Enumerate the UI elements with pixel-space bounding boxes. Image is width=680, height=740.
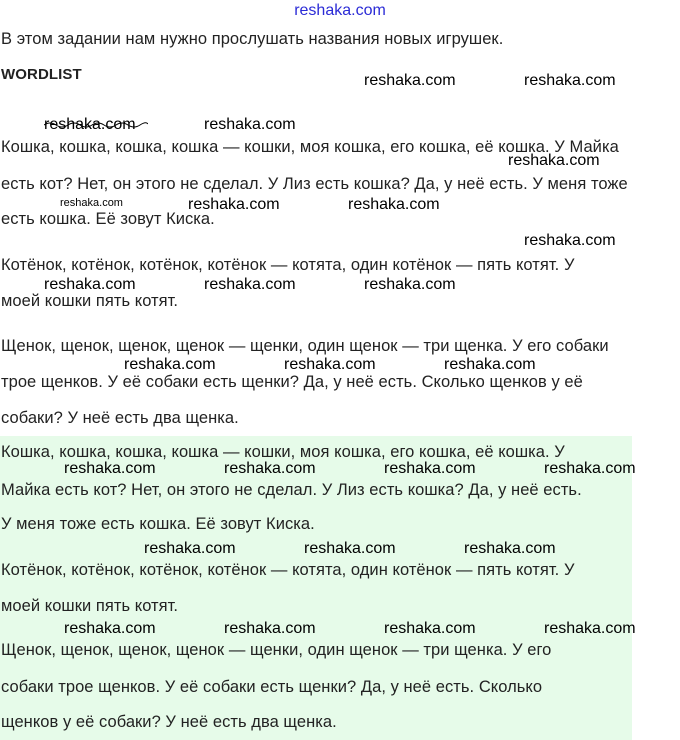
text-line: Котёнок, котёнок, котёнок, котёнок — котята, один котёнок — пять котят. У [1,256,575,274]
text-line: Щенок, щенок, щенок, щенок — щенки, один щенок — три щенка. У его собаки [1,337,609,355]
intro-text: В этом задании нам нужно прослушать названия новых игрушек. [1,30,504,48]
watermark: reshaka.com [60,197,123,209]
text-line: У меня тоже есть кошка. Её зовут Киска. [1,515,315,533]
watermark: reshaka.com [384,620,476,637]
text-line: щенков у её собаки? У неё есть два щенка. [1,713,337,731]
watermark: reshaka.com [64,460,156,477]
watermark: reshaka.com [524,72,616,89]
site-header-watermark[interactable]: reshaka.com [294,2,386,19]
text-line: моей кошки пять котят. [1,597,179,615]
wordlist-heading: WORDLIST [1,66,82,83]
watermark: reshaka.com [364,276,456,293]
text-line: есть кот? Нет, он этого не сделал. У Лиз есть кошка? Да, у неё есть. У меня тоже [1,175,628,193]
text-line: Кошка, кошка, кошка, кошка — кошки, моя кошка, его кошка, её кошка. У [1,443,565,461]
watermark: reshaka.com [64,620,156,637]
watermark: reshaka.com [544,460,636,477]
watermark: reshaka.com [188,196,280,213]
text-line: моей кошки пять котят. [1,292,179,310]
watermark: reshaka.com [384,460,476,477]
text-line: трое щенков. У её собаки есть щенки? Да, у неё есть. Сколько щенков у её [1,373,583,391]
text-line: есть кошка. Её зовут Киска. [1,210,215,228]
text-line: собаки? У неё есть два щенка. [1,409,239,427]
watermark: reshaka.com [224,620,316,637]
watermark: reshaka.com [124,356,216,373]
watermark: reshaka.com [224,460,316,477]
watermark: reshaka.com [144,540,236,557]
watermark: reshaka.com [44,116,136,133]
watermark: reshaka.com [204,116,296,133]
watermark: reshaka.com [508,152,600,169]
watermark: reshaka.com [304,540,396,557]
watermark: reshaka.com [544,620,636,637]
watermark: reshaka.com [44,276,136,293]
watermark: reshaka.com [204,276,296,293]
text-line: собаки трое щенков. У её собаки есть щенки? Да, у неё есть. Сколько [1,678,543,696]
text-line: Котёнок, котёнок, котёнок, котёнок — котята, один котёнок — пять котят. У [1,561,575,579]
watermark: reshaka.com [284,356,376,373]
text-line: Кошка, кошка, кошка, кошка — кошки, моя кошка, его кошка, её кошка. У Майка [1,138,619,156]
text-line: Щенок, щенок, щенок, щенок — щенки, один щенок — три щенка. У его [1,641,552,659]
watermark: reshaka.com [348,196,440,213]
watermark: reshaka.com [524,232,616,249]
watermark: reshaka.com [444,356,536,373]
watermark: reshaka.com [364,72,456,89]
watermark: reshaka.com [464,540,556,557]
text-line: Майка есть кот? Нет, он этого не сделал. У Лиз есть кошка? Да, у неё есть. [1,481,582,499]
